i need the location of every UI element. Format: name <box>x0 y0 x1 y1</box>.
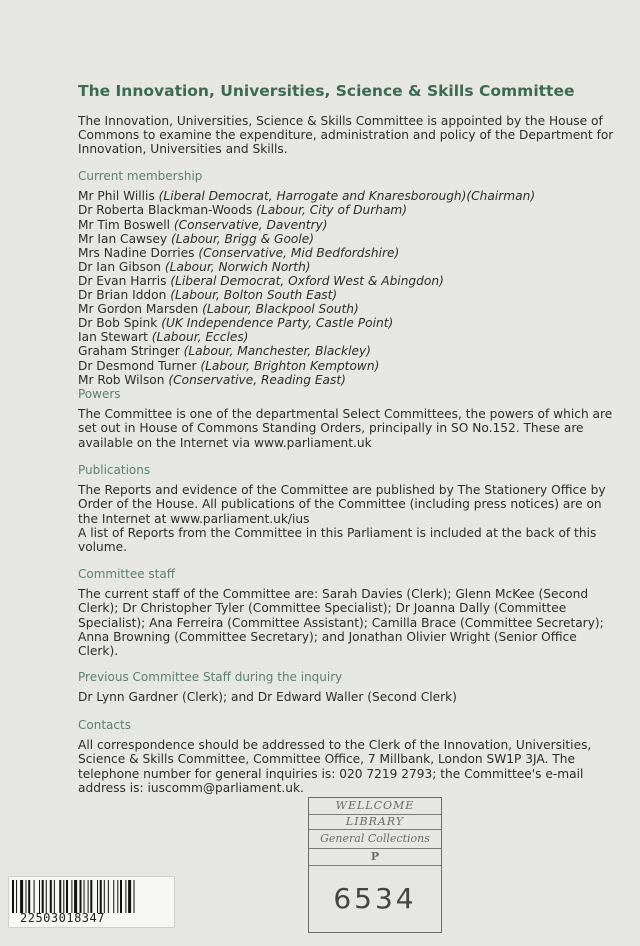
member-party: (Labour, Blackpool South) <box>202 302 359 317</box>
previous-staff-section <box>78 670 618 704</box>
member-party: (Labour, Norwich North) <box>164 259 311 274</box>
staff-text: The current staff of the Committee are: Sarah Davies (Clerk); Glenn McKee (Second Clerk); Dr Christopher Tyler (Committee Specialist); Dr Joanna Dally (Committee Specialist); Ana Ferreira (Committee Assistant); Camilla Brace (Committee Secretary); Anna Browning (Committee Secretary); and Jonathan Olivier Wright (Senior Office Clerk). <box>78 587 604 658</box>
member-item <box>78 373 618 387</box>
member-party: (Labour, City of Durham) <box>256 203 408 218</box>
member-name: Dr Bob Spink <box>78 316 162 331</box>
intro-section <box>78 114 618 156</box>
member-item <box>78 302 618 316</box>
member-name: Dr Evan Harris <box>78 273 171 288</box>
member-name: Dr Roberta Blackman-Woods <box>78 203 257 218</box>
member-name: Dr Ian Gibson <box>78 259 165 274</box>
staff-heading: Committee staff <box>78 567 176 581</box>
member-name: Dr Brian Iddon <box>78 288 171 303</box>
membership-heading: Current membership <box>78 169 203 183</box>
powers-section <box>78 387 618 450</box>
member-party: (Conservative, Daventry) <box>173 217 328 232</box>
member-name: Mrs Nadine Dorries <box>78 245 199 260</box>
member-name: Mr Ian Cawsey <box>78 231 171 246</box>
member-item <box>78 288 618 302</box>
stamp-line-4: P <box>309 849 441 866</box>
contacts-text: All correspondence should be addressed to the Clerk of the Innovation, Universities, Science & Skills Committee, Committee Office, 7 Millbank, London SW1P 3JA. The telephone number for general inquiries is: 020 7219 2793; the Committee's e-mail address is: iuscomm@parliament.uk. <box>78 738 592 795</box>
contacts-heading: Contacts <box>78 718 131 732</box>
staff-section <box>78 567 618 658</box>
member-party: (Labour, Eccles) <box>151 330 249 345</box>
member-name: Mr Phil Willis <box>78 189 159 204</box>
member-party: (UK Independence Party, Castle Point) <box>161 316 394 331</box>
stamp-handwritten-number: 6534 <box>333 882 417 915</box>
member-party: (Labour, Bolton South East) <box>170 288 338 303</box>
member-item <box>78 274 618 288</box>
powers-text: The Committee is one of the departmental Select Committees, the powers of which are set out in House of Commons Standing Orders, principally in SO No.152. These are available on the Internet via www.parliament.uk <box>78 407 613 450</box>
member-name: Mr Rob Wilson <box>78 372 169 387</box>
stamp-line-2: LIBRARY <box>309 815 441 830</box>
stamp-line-3: General Collections <box>309 830 441 849</box>
previous-staff-text: Dr Lynn Gardner (Clerk); and Dr Edward Waller (Second Clerk) <box>78 690 457 705</box>
publications-reports-note: A list of Reports from the Committee in this Parliament is included at the back of this volume. <box>78 525 597 554</box>
member-party: (Labour, Brighton Kemptown) <box>200 358 380 373</box>
member-party: (Liberal Democrat, Harrogate and Knaresborough)(Chairman) <box>158 189 536 204</box>
stamp-line-1: WELLCOME <box>309 798 441 815</box>
member-name: Mr Gordon Marsden <box>78 302 203 317</box>
member-name: Graham Stringer <box>78 344 184 359</box>
member-name: Dr Desmond Turner <box>78 358 201 373</box>
member-item <box>78 359 618 373</box>
member-item <box>78 203 618 217</box>
member-item <box>78 316 618 330</box>
member-item <box>78 246 618 260</box>
member-item <box>78 330 618 344</box>
previous-staff-heading: Previous Committee Staff during the inquiry <box>78 670 343 684</box>
member-party: (Labour, Brigg & Goole) <box>170 231 315 246</box>
member-item <box>78 344 618 358</box>
page-title: The Innovation, Universities, Science & Skills Committee <box>78 82 575 100</box>
member-item <box>78 189 618 203</box>
member-name: Ian Stewart <box>78 330 152 345</box>
member-item <box>78 232 618 246</box>
library-stamp <box>308 797 442 933</box>
member-party: (Conservative, Mid Bedfordshire) <box>198 245 400 260</box>
members-list <box>78 189 618 386</box>
barcode-icon <box>12 880 170 913</box>
publications-text: The Reports and evidence of the Committee are published by The Stationery Office by Order of the House. All publications of the Committee (including press notices) are on the Internet at www.parliament.uk/ius <box>78 483 606 526</box>
powers-heading: Powers <box>78 387 121 401</box>
membership-section <box>78 169 618 387</box>
contacts-section <box>78 718 618 795</box>
member-party: (Labour, Manchester, Blackley) <box>183 344 371 359</box>
barcode-number: 22503018347 <box>20 911 105 925</box>
member-item <box>78 218 618 232</box>
member-party: (Liberal Democrat, Oxford West & Abingdon) <box>170 273 444 288</box>
publications-section <box>78 463 618 554</box>
publications-heading: Publications <box>78 463 151 477</box>
member-name: Mr Tim Boswell <box>78 217 174 232</box>
intro-text: The Innovation, Universities, Science & Skills Committee is appointed by the House of Commons to examine the expenditure, administration and policy of the Department for Innovation, Universities and Skills. <box>78 114 614 157</box>
member-party: (Conservative, Reading East) <box>168 372 346 387</box>
member-item <box>78 260 618 274</box>
